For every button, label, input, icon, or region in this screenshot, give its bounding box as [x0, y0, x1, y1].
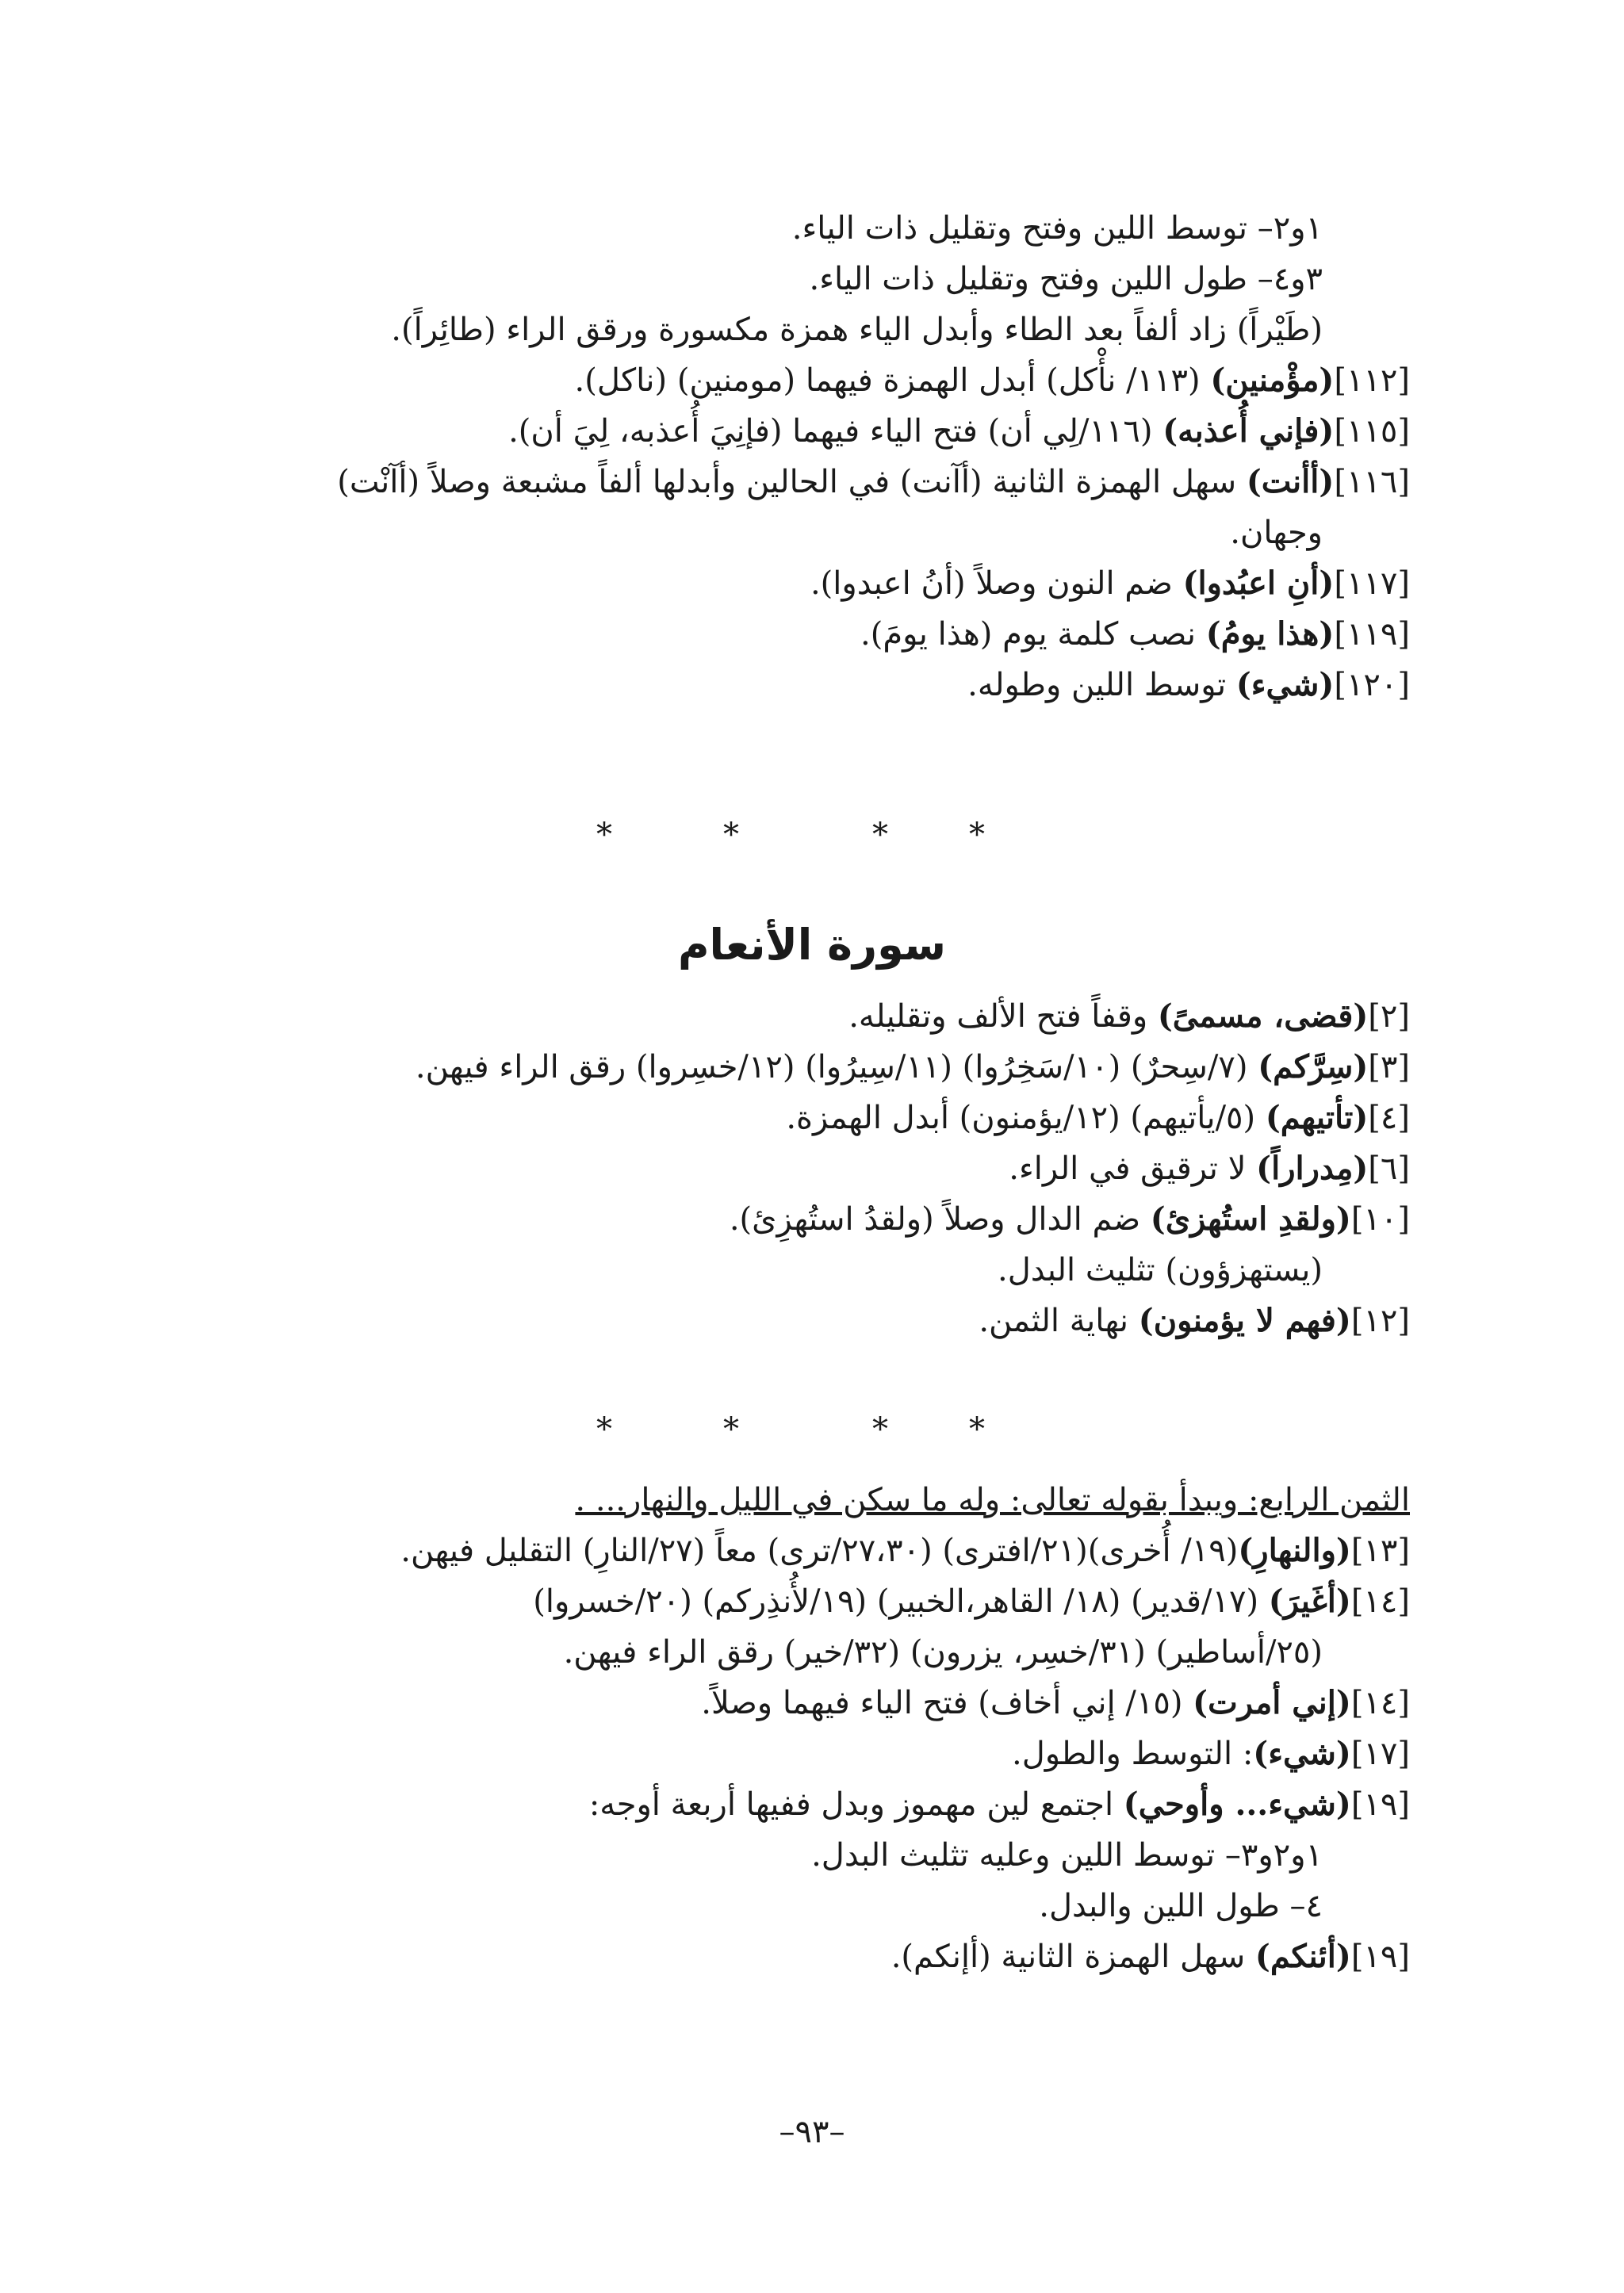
star: * [872, 817, 888, 853]
verse-note: نهاية الثمن. [979, 1303, 1139, 1339]
verse-note: (١١٦/لِي أن) فتح الياء فيهما (فإنِيَ أُعذبه، لِيَ أن). [508, 413, 1163, 450]
verse-entry [205, 1194, 1410, 1245]
text-line: (٢٥/أساطير) (٣١/خسِر، يزرون) (٣٢/خير) رقق الراء فيهن. [563, 1634, 1323, 1671]
star: * [969, 817, 985, 853]
text-line: وجهان. [1230, 515, 1323, 551]
verse-word: (شيء) [1253, 1735, 1351, 1772]
surah-title: سورة الأنعام [677, 920, 947, 970]
verse-entry [205, 1931, 1410, 1982]
separator-stars [0, 1411, 1624, 1448]
verse-number: [١٢] [1350, 1303, 1410, 1339]
verse-entry [205, 1728, 1410, 1779]
separator-stars [0, 817, 1624, 853]
verse-entry [205, 1042, 1410, 1093]
verse-entry [205, 1093, 1410, 1143]
verse-number: [١١٧] [1334, 565, 1410, 602]
verse-number: [١١٦] [1334, 464, 1410, 500]
verse-note: (٧/سِحرٌ) (١٠/سَخِرُوا) (١١/سِيرُوا) (١٢/خسِروا) رقق الراء فيهن. [415, 1049, 1258, 1085]
text-line: (طَيْراً) زاد ألفاً بعد الطاء وأبدل الياء همزة مكسورة ورقق الراء (طائِراً). [391, 312, 1323, 348]
page-number: –٩٣– [779, 2114, 845, 2150]
verse-note: (١١٣/ نأْكل) أبدل الهمزة فيهما (مومنين) (ناكل). [574, 362, 1211, 399]
verse-word: (والنهارِ) [1238, 1532, 1351, 1569]
text-line: ١و٢– توسط اللين وفتح وتقليل ذات الياء. [791, 210, 1323, 247]
verse-number: [١١٢] [1334, 362, 1410, 399]
verse-number: [١٧] [1350, 1736, 1410, 1772]
verse-note: (١٩/ أُخرى)(٢١/افترى) (٢٧،٣٠/ترى) معاً (٢٧/النارِ) التقليل فيهن. [400, 1533, 1239, 1569]
verse-entry [205, 558, 1410, 609]
verse-number: [١٤] [1350, 1583, 1410, 1620]
verse-word: (سِرَّكم) [1258, 1048, 1369, 1085]
star: * [596, 1411, 612, 1448]
verse-entry [205, 991, 1410, 1042]
verse-word: (هذا يومُ) [1205, 615, 1335, 653]
verse-word: (إني أمرت) [1193, 1684, 1351, 1721]
verse-note: (١٧/قدير) (١٨/ القاهر،الخبير) (١٩/لأُنذِركم) (٢٠/خسروا) [533, 1583, 1269, 1620]
verse-note: (١٥/ إني أخاف) فتح الياء فيهما وصلاً. [701, 1685, 1193, 1721]
verse-note: : التوسط والطول. [1012, 1736, 1254, 1772]
verse-number: [١٠] [1350, 1201, 1410, 1238]
verse-entry [205, 1678, 1410, 1728]
section-fourth-thumn [205, 1475, 1410, 1982]
verse-number: [١٣] [1350, 1533, 1410, 1569]
verse-word: (شيء... وأوحي) [1123, 1786, 1351, 1823]
verse-word: (تأتيهم) [1265, 1099, 1369, 1136]
verse-note: توسط اللين وطوله. [967, 667, 1236, 703]
thumn-heading: الثمن الرابع: ويبدأ بقوله تعالى: وله ما سكن في الليل والنهار... . [575, 1482, 1410, 1518]
section-surah-alanam [205, 991, 1410, 1346]
verse-note: سهل الهمزة الثانية (أإنكم). [891, 1939, 1255, 1975]
verse-entry [205, 355, 1410, 406]
verse-number: [١١٥] [1334, 413, 1410, 450]
verse-number: [٢] [1368, 998, 1410, 1035]
verse-word: (ولقدِ استُهزئ) [1150, 1200, 1351, 1238]
verse-note: ضم النون وصلاً (أنُ اعبدوا). [810, 565, 1183, 602]
verse-word: (مِدراراً) [1256, 1150, 1369, 1187]
section-continuation [205, 203, 1410, 710]
verse-note: سهل الهمزة الثانية (أآنت) في الحالين وأبدلها ألفاً مشبعة وصلاً (أآنْت) [337, 464, 1247, 500]
section-heading [205, 1475, 1410, 1525]
verse-word: (أغَيرَ) [1268, 1583, 1351, 1620]
verse-word: (أئنكم) [1254, 1938, 1351, 1975]
verse-entry [205, 609, 1410, 660]
star: * [596, 817, 612, 853]
verse-number: [١٢٠] [1334, 667, 1410, 703]
star: * [872, 1411, 888, 1448]
text-line: ٤– طول اللين والبدل. [1039, 1888, 1323, 1924]
verse-word: (فإني أُعذبه) [1162, 412, 1335, 450]
verse-note: نصب كلمة يوم (هذا يومَ). [860, 616, 1206, 653]
verse-entry [205, 1525, 1410, 1576]
verse-note: (٥/يأتيهم) (١٢/يؤمنون) أبدل الهمزة. [786, 1100, 1266, 1136]
verse-entry [205, 660, 1410, 710]
verse-entry [205, 406, 1410, 457]
verse-number: [١٤] [1350, 1685, 1410, 1721]
verse-entry [205, 1576, 1410, 1627]
verse-number: [١٩] [1350, 1786, 1410, 1823]
verse-word: (شيء) [1235, 666, 1335, 703]
verse-word: (مؤْمنين) [1210, 362, 1335, 399]
star: * [969, 1411, 985, 1448]
verse-note: اجتمع لين مهموز وبدل ففيها أربعة أوجه: [588, 1786, 1124, 1823]
verse-number: [٦] [1368, 1150, 1410, 1187]
verse-number: [١٩] [1350, 1939, 1410, 1975]
verse-word: (أنِ اعبُدوا) [1182, 565, 1335, 602]
verse-note: لا ترقيق في الراء. [1009, 1150, 1257, 1187]
star: * [723, 817, 739, 853]
star: * [723, 1411, 739, 1448]
verse-entry [205, 457, 1410, 507]
verse-note: وقفاً فتح الألف وتقليله. [848, 998, 1158, 1035]
verse-entry [205, 1779, 1410, 1830]
verse-number: [٣] [1368, 1049, 1410, 1085]
text-line: (يستهزؤون) تثليث البدل. [998, 1252, 1323, 1288]
verse-word: (قضى، مسمىً) [1157, 997, 1369, 1035]
text-line: ٣و٤– طول اللين وفتح وتقليل ذات الياء. [809, 261, 1323, 297]
verse-word: (أأنت) [1246, 463, 1335, 500]
text-line: ١و٢و٣– توسط اللين وعليه تثليث البدل. [811, 1837, 1323, 1874]
verse-entry [205, 1143, 1410, 1194]
verse-word: (فهم لا يؤمنون) [1138, 1302, 1351, 1339]
verse-note: ضم الدال وصلاً (ولقدُ استُهزِئ). [729, 1201, 1151, 1238]
verse-number: [٤] [1368, 1100, 1410, 1136]
verse-number: [١١٩] [1334, 616, 1410, 653]
verse-entry [205, 1296, 1410, 1346]
